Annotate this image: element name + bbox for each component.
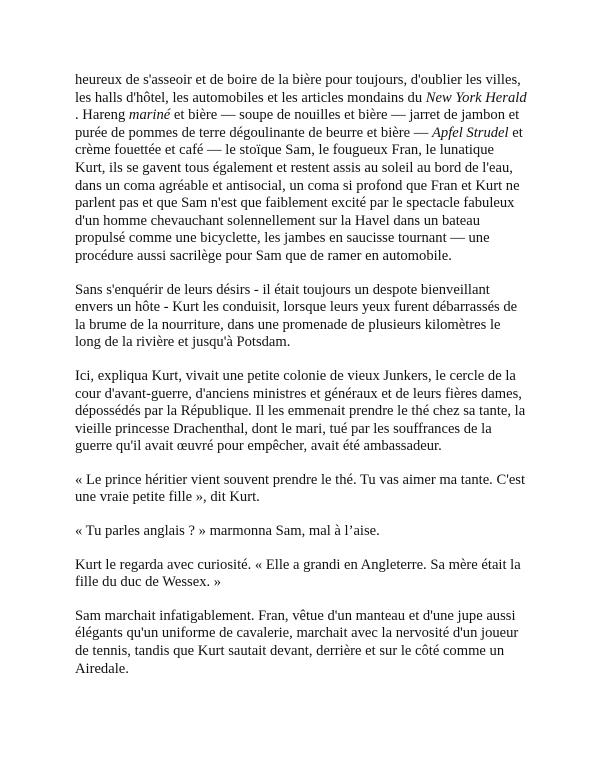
paragraph bbox=[75, 557, 527, 592]
text-run: Sam marchait infatigablement. Fran, vêtue d'un manteau et d'une jupe aussi élégants qu'un uniforme de cavalerie, marchait avec la nervosité d'un joueur de tennis, tandis que Kurt sautait devant, derrière et sur le côté comme un Airedale. bbox=[75, 607, 519, 677]
text-run: « Tu parles anglais ? » marmonna Sam, mal à l’aise. bbox=[75, 523, 380, 540]
book-page-text bbox=[75, 72, 527, 678]
paragraph bbox=[75, 368, 527, 456]
text-run: et bière — soupe de nouilles et bière — jarret de jambon et purée de pommes de terre dégoulinante de beurre et bière — bbox=[75, 107, 520, 141]
text-run: . Hareng bbox=[75, 107, 129, 124]
paragraph bbox=[75, 523, 527, 541]
text-run: Ici, expliqua Kurt, vivait une petite colonie de vieux Junkers, le cercle de la cour d'avant-guerre, d'anciens ministres et généraux et de leurs fières dames, dépossédés par la République. Il les emmenait prendre le thé chez sa tante, la vieille princesse Drachenthal, dont le mari, tué par les souffrances de la guerre qu'il avait œuvré pour empêcher, avait été ambassadeur. bbox=[75, 367, 526, 455]
text-run: heureux de s'asseoir et de boire de la bière pour toujours, d'oublier les villes, les halls d'hôtel, les automobiles et les articles mondains du bbox=[75, 72, 521, 106]
text-run: Sans s'enquérir de leurs désirs - il était toujours un despote bienveillant envers un hôte - Kurt les conduisit, lorsque leurs yeux furent débarrassés de la brume de la nourriture, dans une promenade de plusieurs kilomètres le long de la rivière et jusqu'à Potsdam. bbox=[75, 281, 518, 351]
paragraph bbox=[75, 72, 527, 266]
italic-text: mariné bbox=[128, 107, 171, 124]
text-run: « Le prince héritier vient souvent prendre le thé. Tu vas aimer ma tante. C'est une vraie petite fille », dit Kurt. bbox=[75, 471, 526, 506]
text-run: et crème fouettée et café — le stoïque Sam, le fougueux Fran, le lunatique Kurt, ils se gavent tous également et restent assis au soleil au bord de l'eau, dans un coma agréable et antisocial, un coma si profond que Fran et Kurt ne parlent pas et que Sam n'est que faiblement excité par le spectacle fabuleux d'un homme chevauchant solennellement sur la Havel dans un bateau propulsé comme une bicyclette, les jambes en saucisse tournant — une procédure aussi sacrilège pour Sam que de ramer en automobile. bbox=[75, 124, 523, 264]
paragraph bbox=[75, 472, 527, 507]
italic-text: Apfel Strudel bbox=[431, 124, 509, 141]
text-run: Kurt le regarda avec curiosité. « Elle a grandi en Angleterre. Sa mère était la fille du duc de Wessex. » bbox=[75, 556, 521, 591]
paragraph bbox=[75, 608, 527, 678]
italic-text: New York Herald bbox=[425, 89, 527, 106]
paragraph bbox=[75, 282, 527, 352]
